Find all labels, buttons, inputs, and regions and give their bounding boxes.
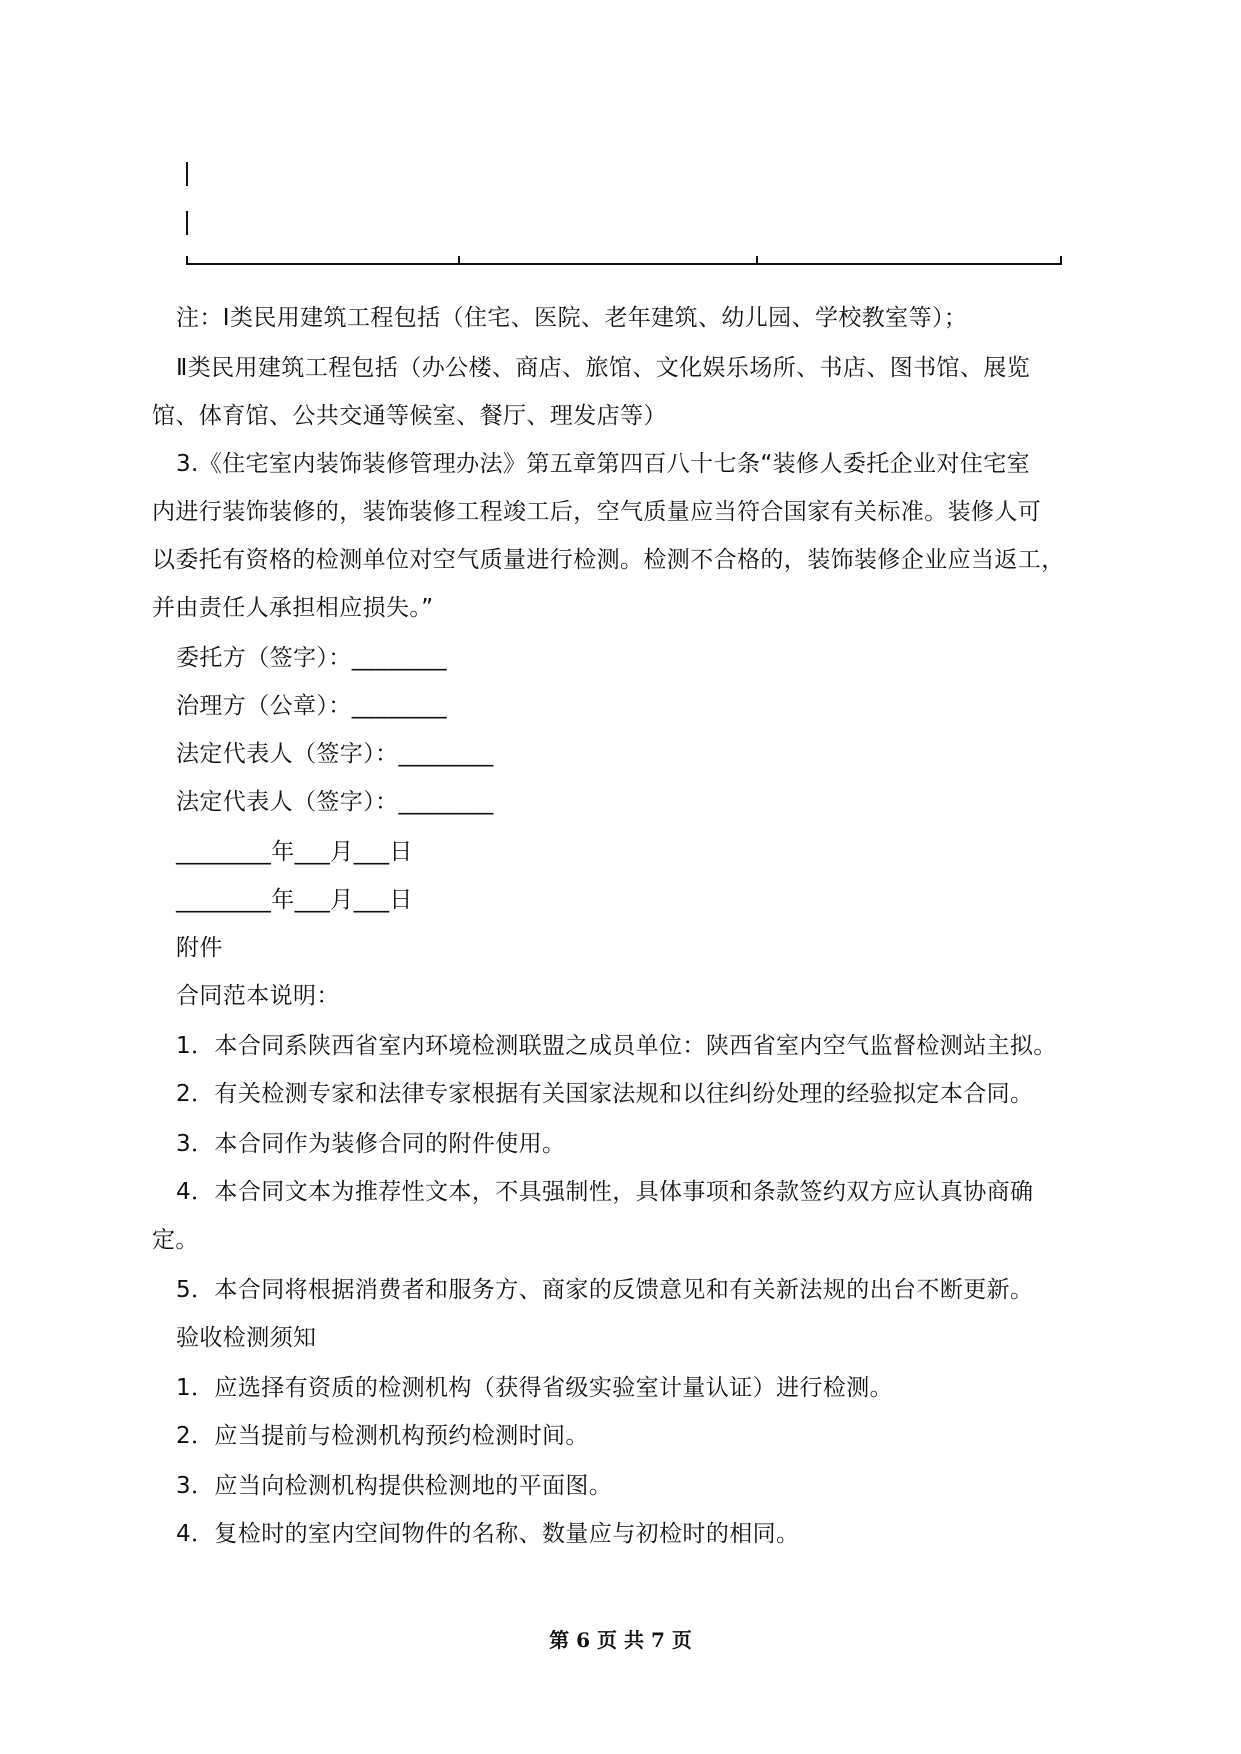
page-number-footer: 第 6 页 共 7 页	[549, 1628, 692, 1652]
note-line-1: 注：Ⅰ类民用建筑工程包括（住宅、医院、老年建筑、幼儿园、学校教室等）；	[176, 305, 968, 331]
date-line-1: ________年___月___日	[176, 839, 413, 865]
clause3-line-4: 并由责任人承担相应损失。”	[152, 595, 434, 621]
signature-rep-2: 法定代表人（签字）：________	[176, 789, 494, 815]
explanation-item-1: 1．本合同系陕西省室内环境检测联盟之成员单位：陕西省室内空气监督检测站主拟。	[176, 1033, 1057, 1059]
clause3-line-1: 3.《住宅室内装饰装修管理办法》第五章第四百八十七条“装修人委托企业对住宅室	[176, 451, 1031, 477]
inspection-item-2: 2．应当提前与检测机构预约检测时间。	[176, 1423, 589, 1449]
clause3-line-2: 内进行装饰装修的，装饰装修工程竣工后，空气质量应当符合国家有关标准。装修人可	[152, 499, 1042, 525]
signature-client: 委托方（签字）：________	[176, 645, 447, 671]
table-bottom-border	[186, 263, 1062, 265]
signature-rep-1: 法定代表人（签字）：________	[176, 741, 494, 767]
clause3-line-3: 以委托有资格的检测单位对空气质量进行检测。检测不合格的，装饰装修企业应当返工，	[152, 547, 1065, 573]
date-line-2: ________年___月___日	[176, 887, 413, 913]
note-line-2: Ⅱ类民用建筑工程包括（办公楼、商店、旅馆、文化娱乐场所、书店、图书馆、展览	[176, 355, 1031, 381]
table-left-border-2	[186, 211, 188, 235]
explanation-item-4-line-1: 4．本合同文本为推荐性文本，不具强制性，具体事项和条款签约双方应认真协商确	[176, 1179, 1034, 1205]
explanation-heading: 合同范本说明：	[176, 983, 340, 1009]
signature-contractor: 治理方（公章）：________	[176, 693, 447, 719]
explanation-item-2: 2．有关检测专家和法律专家根据有关国家法规和以往纠纷处理的经验拟定本合同。	[176, 1081, 1034, 1107]
table-left-border-1	[186, 162, 188, 186]
inspection-heading: 验收检测须知	[176, 1325, 317, 1351]
explanation-item-5: 5．本合同将根据消费者和服务方、商家的反馈意见和有关新法规的出台不断更新。	[176, 1277, 1034, 1303]
explanation-item-4-line-2: 定。	[152, 1227, 199, 1253]
inspection-item-4: 4．复检时的室内空间物件的名称、数量应与初检时的相同。	[176, 1521, 800, 1547]
explanation-item-3: 3．本合同作为装修合同的附件使用。	[176, 1131, 566, 1157]
attachment-heading: 附件	[176, 935, 223, 961]
note-line-3: 馆、体育馆、公共交通等候室、餐厅、理发店等）	[152, 403, 667, 429]
inspection-item-1: 1．应选择有资质的检测机构（获得省级实验室计量认证）进行检测。	[176, 1375, 894, 1401]
inspection-item-3: 3．应当向检测机构提供检测地的平面图。	[176, 1473, 613, 1499]
